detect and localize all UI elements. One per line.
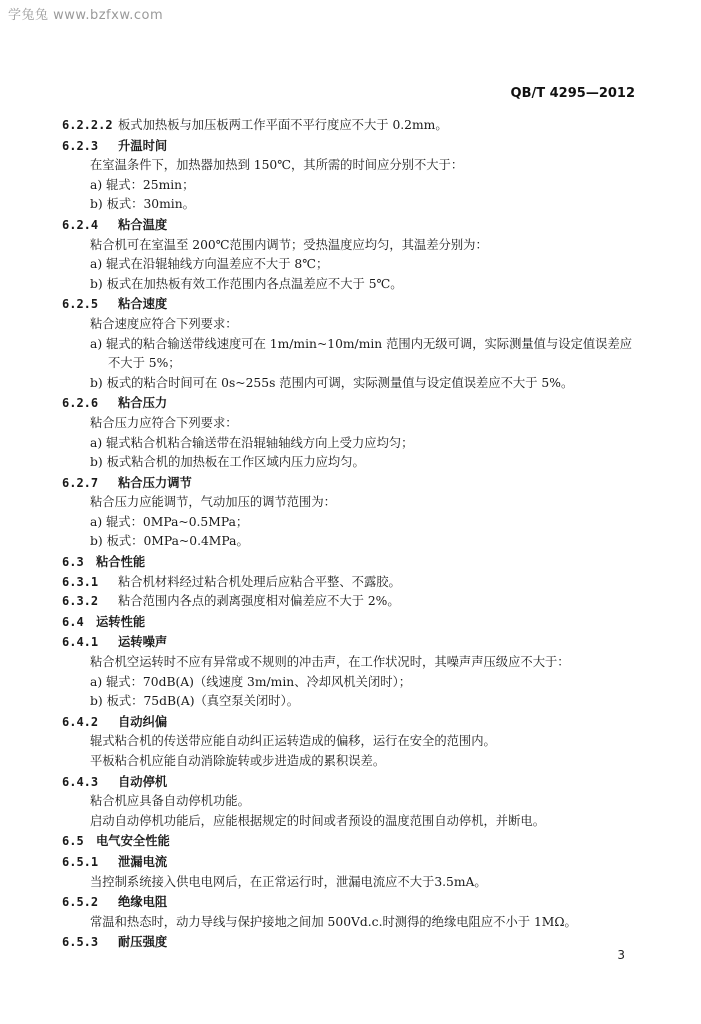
section-number: 6.5.3 bbox=[62, 935, 99, 950]
section-title: 绝缘电阻 bbox=[118, 894, 168, 910]
section-heading bbox=[62, 552, 642, 573]
clause-line bbox=[62, 573, 642, 593]
section-number: 6.2.2.2 bbox=[62, 118, 113, 132]
section-title: 自动停机 bbox=[118, 773, 168, 789]
paragraph-line: 常温和热态时，动力导线与保护接地之间加 500Vd.c.时测得的绝缘电阻应不小于 1MΩ。 bbox=[90, 914, 577, 929]
section-number: 6.5.2 bbox=[62, 895, 99, 910]
section-title: 运转噪声 bbox=[118, 634, 168, 650]
section-title: 自动纠偏 bbox=[118, 713, 168, 729]
section-heading bbox=[62, 932, 642, 953]
list-item-continuation: 不大于 5%； bbox=[108, 356, 181, 371]
paragraph-line: 当控制系统接入供电电网后，在正常运行时，泄漏电流应不大于3.5mA。 bbox=[90, 874, 487, 889]
watermark-text: 学兔兔 www.bzfxw.com bbox=[8, 8, 164, 23]
list-item: b) 板式：30min。 bbox=[90, 197, 195, 212]
list-item: a) 辊式在沿辊轴线方向温差应不大于 8℃； bbox=[90, 257, 329, 272]
section-number: 6.2.6 bbox=[62, 396, 99, 411]
section-heading bbox=[62, 393, 642, 414]
section-number: 6.4.2 bbox=[62, 714, 99, 729]
section-number: 6.2.4 bbox=[62, 217, 99, 232]
section-heading bbox=[62, 772, 642, 793]
section-heading bbox=[62, 612, 642, 633]
section-title: 升温时间 bbox=[118, 137, 168, 153]
section-number: 6.3.2 bbox=[62, 594, 99, 609]
paragraph-line: 粘合速度应符合下列要求： bbox=[90, 316, 238, 331]
section-title: 粘合速度 bbox=[118, 296, 168, 312]
section-heading bbox=[62, 892, 642, 913]
section-number: 6.4 bbox=[62, 614, 84, 629]
section-heading bbox=[62, 215, 642, 236]
clause-text: 粘合机材料经过粘合机处理后应粘合平整、不露胶。 bbox=[118, 574, 401, 589]
section-heading bbox=[62, 831, 642, 852]
paragraph-line: 粘合压力应符合下列要求： bbox=[90, 415, 238, 430]
list-item: b) 板式：75dB(A)（真空泵关闭时）。 bbox=[90, 694, 300, 709]
paragraph-line: 在室温条件下，加热器加热到 150℃，其所需的时间应分别不大于： bbox=[90, 158, 464, 173]
list-item: b) 板式粘合机的加热板在工作区域内压力应均匀。 bbox=[90, 455, 365, 470]
section-number: 6.5 bbox=[62, 834, 84, 849]
section-heading bbox=[62, 136, 642, 157]
list-item: b) 板式的粘合时间可在 0s~255s 范围内可调，实际测量值与设定值误差应不大于 5%。 bbox=[90, 375, 574, 390]
paragraph-line: 启动自动停机功能后，应能根据规定的时间或者预设的温度范围自动停机，并断电。 bbox=[90, 813, 545, 828]
section-title: 运转性能 bbox=[96, 613, 146, 629]
section-title: 粘合压力调节 bbox=[118, 474, 192, 490]
list-item: a) 辊式：0MPa~0.5MPa； bbox=[90, 514, 249, 529]
section-title: 电气安全性能 bbox=[96, 833, 170, 849]
paragraph-line: 平板粘合机应能自动消除旋转或步进造成的累积误差。 bbox=[90, 754, 386, 768]
section-title: 粘合压力 bbox=[118, 395, 168, 411]
section-title: 耐压强度 bbox=[118, 934, 168, 950]
paragraph-line: 粘合机空运转时不应有异常或不规则的冲击声，在工作状况时，其噪声声压级应不大于： bbox=[90, 655, 570, 670]
section-number: 6.2.3 bbox=[62, 138, 99, 153]
document-body bbox=[62, 116, 642, 953]
section-number: 6.3 bbox=[62, 555, 84, 570]
paragraph-line: 辊式粘合机的传送带应能自动纠正运转造成的偏移，运行在安全的范围内。 bbox=[90, 734, 496, 749]
clause-text: 粘合范围内各点的剥离强度相对偏差应不大于 2%。 bbox=[118, 594, 400, 609]
section-heading bbox=[62, 852, 642, 873]
list-item: a) 辊式：25min； bbox=[90, 177, 195, 192]
section-heading bbox=[62, 473, 642, 494]
list-item: a) 辊式粘合机粘合输送带在沿辊轴轴线方向上受力应均匀； bbox=[90, 435, 414, 450]
section-title: 粘合温度 bbox=[118, 216, 168, 232]
clause-line bbox=[62, 592, 642, 612]
section-number: 6.5.1 bbox=[62, 854, 99, 869]
section-number: 6.4.1 bbox=[62, 635, 99, 650]
page-number: 3 bbox=[617, 948, 625, 962]
section-title: 粘合性能 bbox=[96, 554, 146, 570]
clause-text: 板式加热板与加压板两工作平面不平行度应不大于 0.2mm。 bbox=[118, 118, 448, 132]
list-item: b) 板式在加热板有效工作范围内各点温差应不大于 5℃。 bbox=[90, 276, 403, 291]
section-number: 6.2.5 bbox=[62, 297, 99, 312]
section-heading bbox=[62, 294, 642, 315]
section-number: 6.3.1 bbox=[62, 574, 99, 589]
section-heading bbox=[62, 712, 642, 733]
section-number: 6.2.7 bbox=[62, 475, 99, 490]
paragraph-line: 粘合压力应能调节，气动加压的调节范围为： bbox=[90, 495, 336, 510]
section-title: 泄漏电流 bbox=[118, 853, 168, 869]
list-item: a) 辊式：70dB(A)（线速度 3m/min、冷却风机关闭时）； bbox=[90, 674, 412, 689]
section-number: 6.4.3 bbox=[62, 774, 99, 789]
list-item: a) 辊式的粘合输送带线速度可在 1m/min~10m/min 范围内无级可调，实际测量值与设定值误差应 bbox=[90, 336, 633, 351]
clause-line bbox=[62, 116, 642, 136]
standard-code: QB/T 4295—2012 bbox=[510, 86, 635, 101]
list-item: b) 板式：0MPa~0.4MPa。 bbox=[90, 534, 249, 549]
paragraph-line: 粘合机应具备自动停机功能。 bbox=[90, 794, 250, 809]
paragraph-line: 粘合机可在室温至 200℃范围内调节；受热温度应均匀，其温差分别为： bbox=[90, 237, 488, 252]
section-heading bbox=[62, 632, 642, 653]
